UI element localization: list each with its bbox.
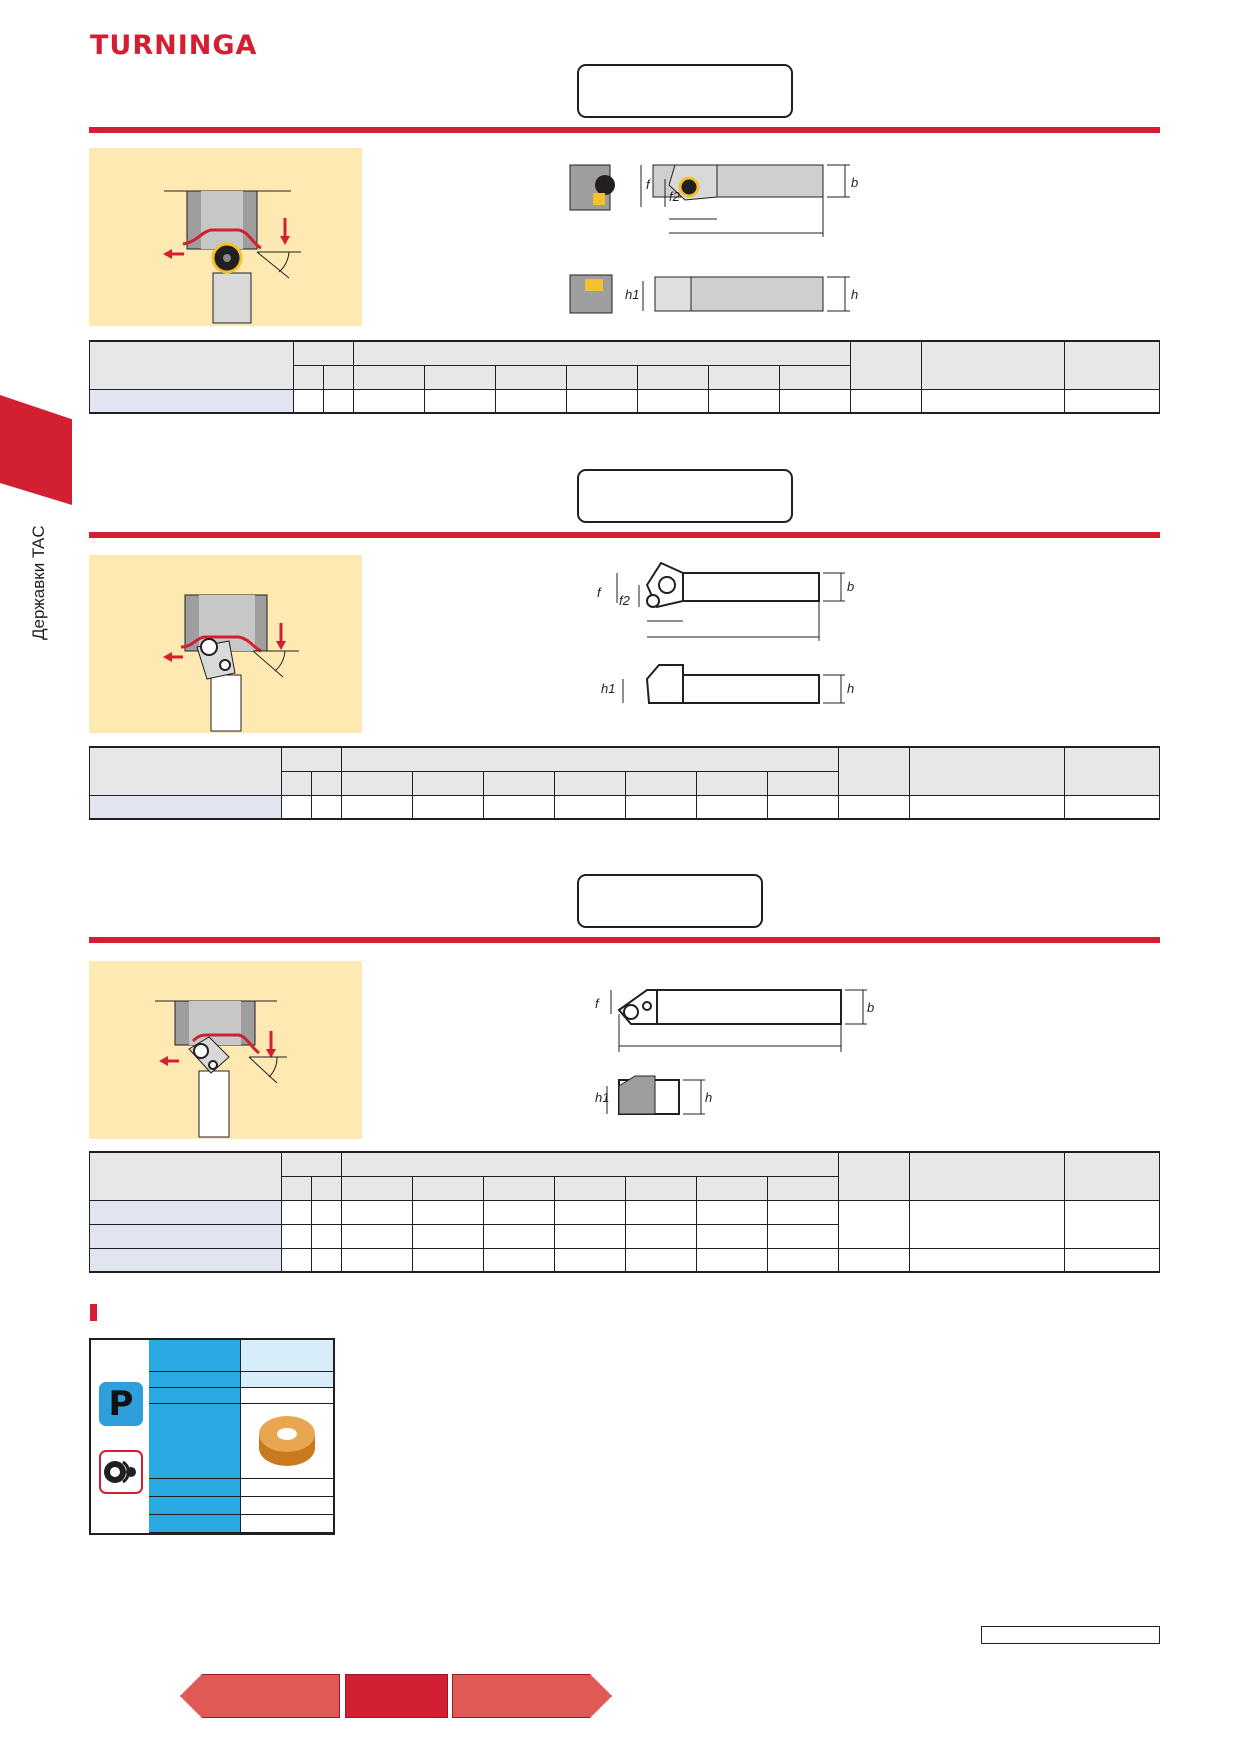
dim-label-h1: h1 [595, 1090, 610, 1105]
insert-image-cell [241, 1404, 333, 1479]
insert-value-cell [241, 1388, 333, 1404]
inserts-section-marker [90, 1304, 97, 1321]
dim-label-f: f [597, 585, 601, 600]
insert-grade-column [91, 1340, 149, 1533]
insert-header-cell [149, 1497, 240, 1515]
section-2-title [577, 469, 793, 523]
dim-label-h1: h1 [601, 681, 616, 696]
section-3-application-image [89, 961, 362, 1139]
turning-operation-icon [99, 1450, 143, 1494]
dim-label-h: h [705, 1090, 713, 1105]
insert-value-cell [241, 1497, 333, 1515]
insert-header-cell [149, 1388, 240, 1404]
material-grade-p-icon: P [99, 1382, 143, 1426]
dim-label-b: b [847, 579, 855, 594]
insert-header-cell [149, 1340, 240, 1372]
round-insert-image [241, 1404, 334, 1479]
insert-value-column [240, 1340, 333, 1533]
dim-label-h1: h1 [625, 287, 640, 302]
section-1-divider [89, 127, 1160, 133]
insert-header-cell [149, 1404, 240, 1479]
section-3-dimension-drawing [595, 980, 875, 1120]
insert-header-column [149, 1340, 240, 1533]
section-2-dimension-drawing [595, 555, 875, 715]
section-1-spec-table [89, 340, 1160, 414]
insert-value-cell [241, 1340, 333, 1372]
section-1-title [577, 64, 793, 118]
insert-value-cell [241, 1515, 333, 1533]
home-button[interactable] [345, 1674, 448, 1718]
next-page-button[interactable] [452, 1674, 612, 1718]
section-1-dimension-drawing [565, 155, 915, 320]
dim-label-f2: f2 [669, 189, 680, 204]
insert-value-cell [241, 1479, 333, 1497]
insert-header-cell [149, 1479, 240, 1497]
section-1-application-image [89, 148, 362, 326]
dim-label-f: f [646, 177, 650, 192]
insert-header-cell [149, 1515, 240, 1533]
table-row [90, 389, 1160, 413]
section-2-application-image [89, 555, 362, 733]
logo-wordmark: TURNINGA [90, 30, 258, 61]
dim-label-h: h [847, 681, 855, 696]
section-3-divider [89, 937, 1160, 943]
prev-page-button[interactable] [180, 1674, 340, 1718]
table-row [90, 795, 1160, 819]
section-3-spec-table [89, 1151, 1160, 1273]
side-tab-label: Державки TAC [29, 525, 48, 640]
insert-value-cell [241, 1372, 333, 1388]
section-2-spec-table [89, 746, 1160, 820]
dim-label-f: f [595, 996, 599, 1011]
table-row [90, 1248, 1160, 1272]
dim-label-b: b [851, 175, 859, 190]
brand-logo [90, 30, 257, 62]
dim-label-h: h [851, 287, 859, 302]
dim-label-b: b [867, 1000, 875, 1015]
section-2-divider [89, 532, 1160, 538]
dim-label-f2: f2 [619, 593, 630, 608]
section-3-title [577, 874, 763, 928]
insert-header-cell [149, 1372, 240, 1388]
insert-panel [89, 1338, 335, 1535]
table-row [90, 1200, 1160, 1224]
page-number-box [981, 1626, 1160, 1644]
